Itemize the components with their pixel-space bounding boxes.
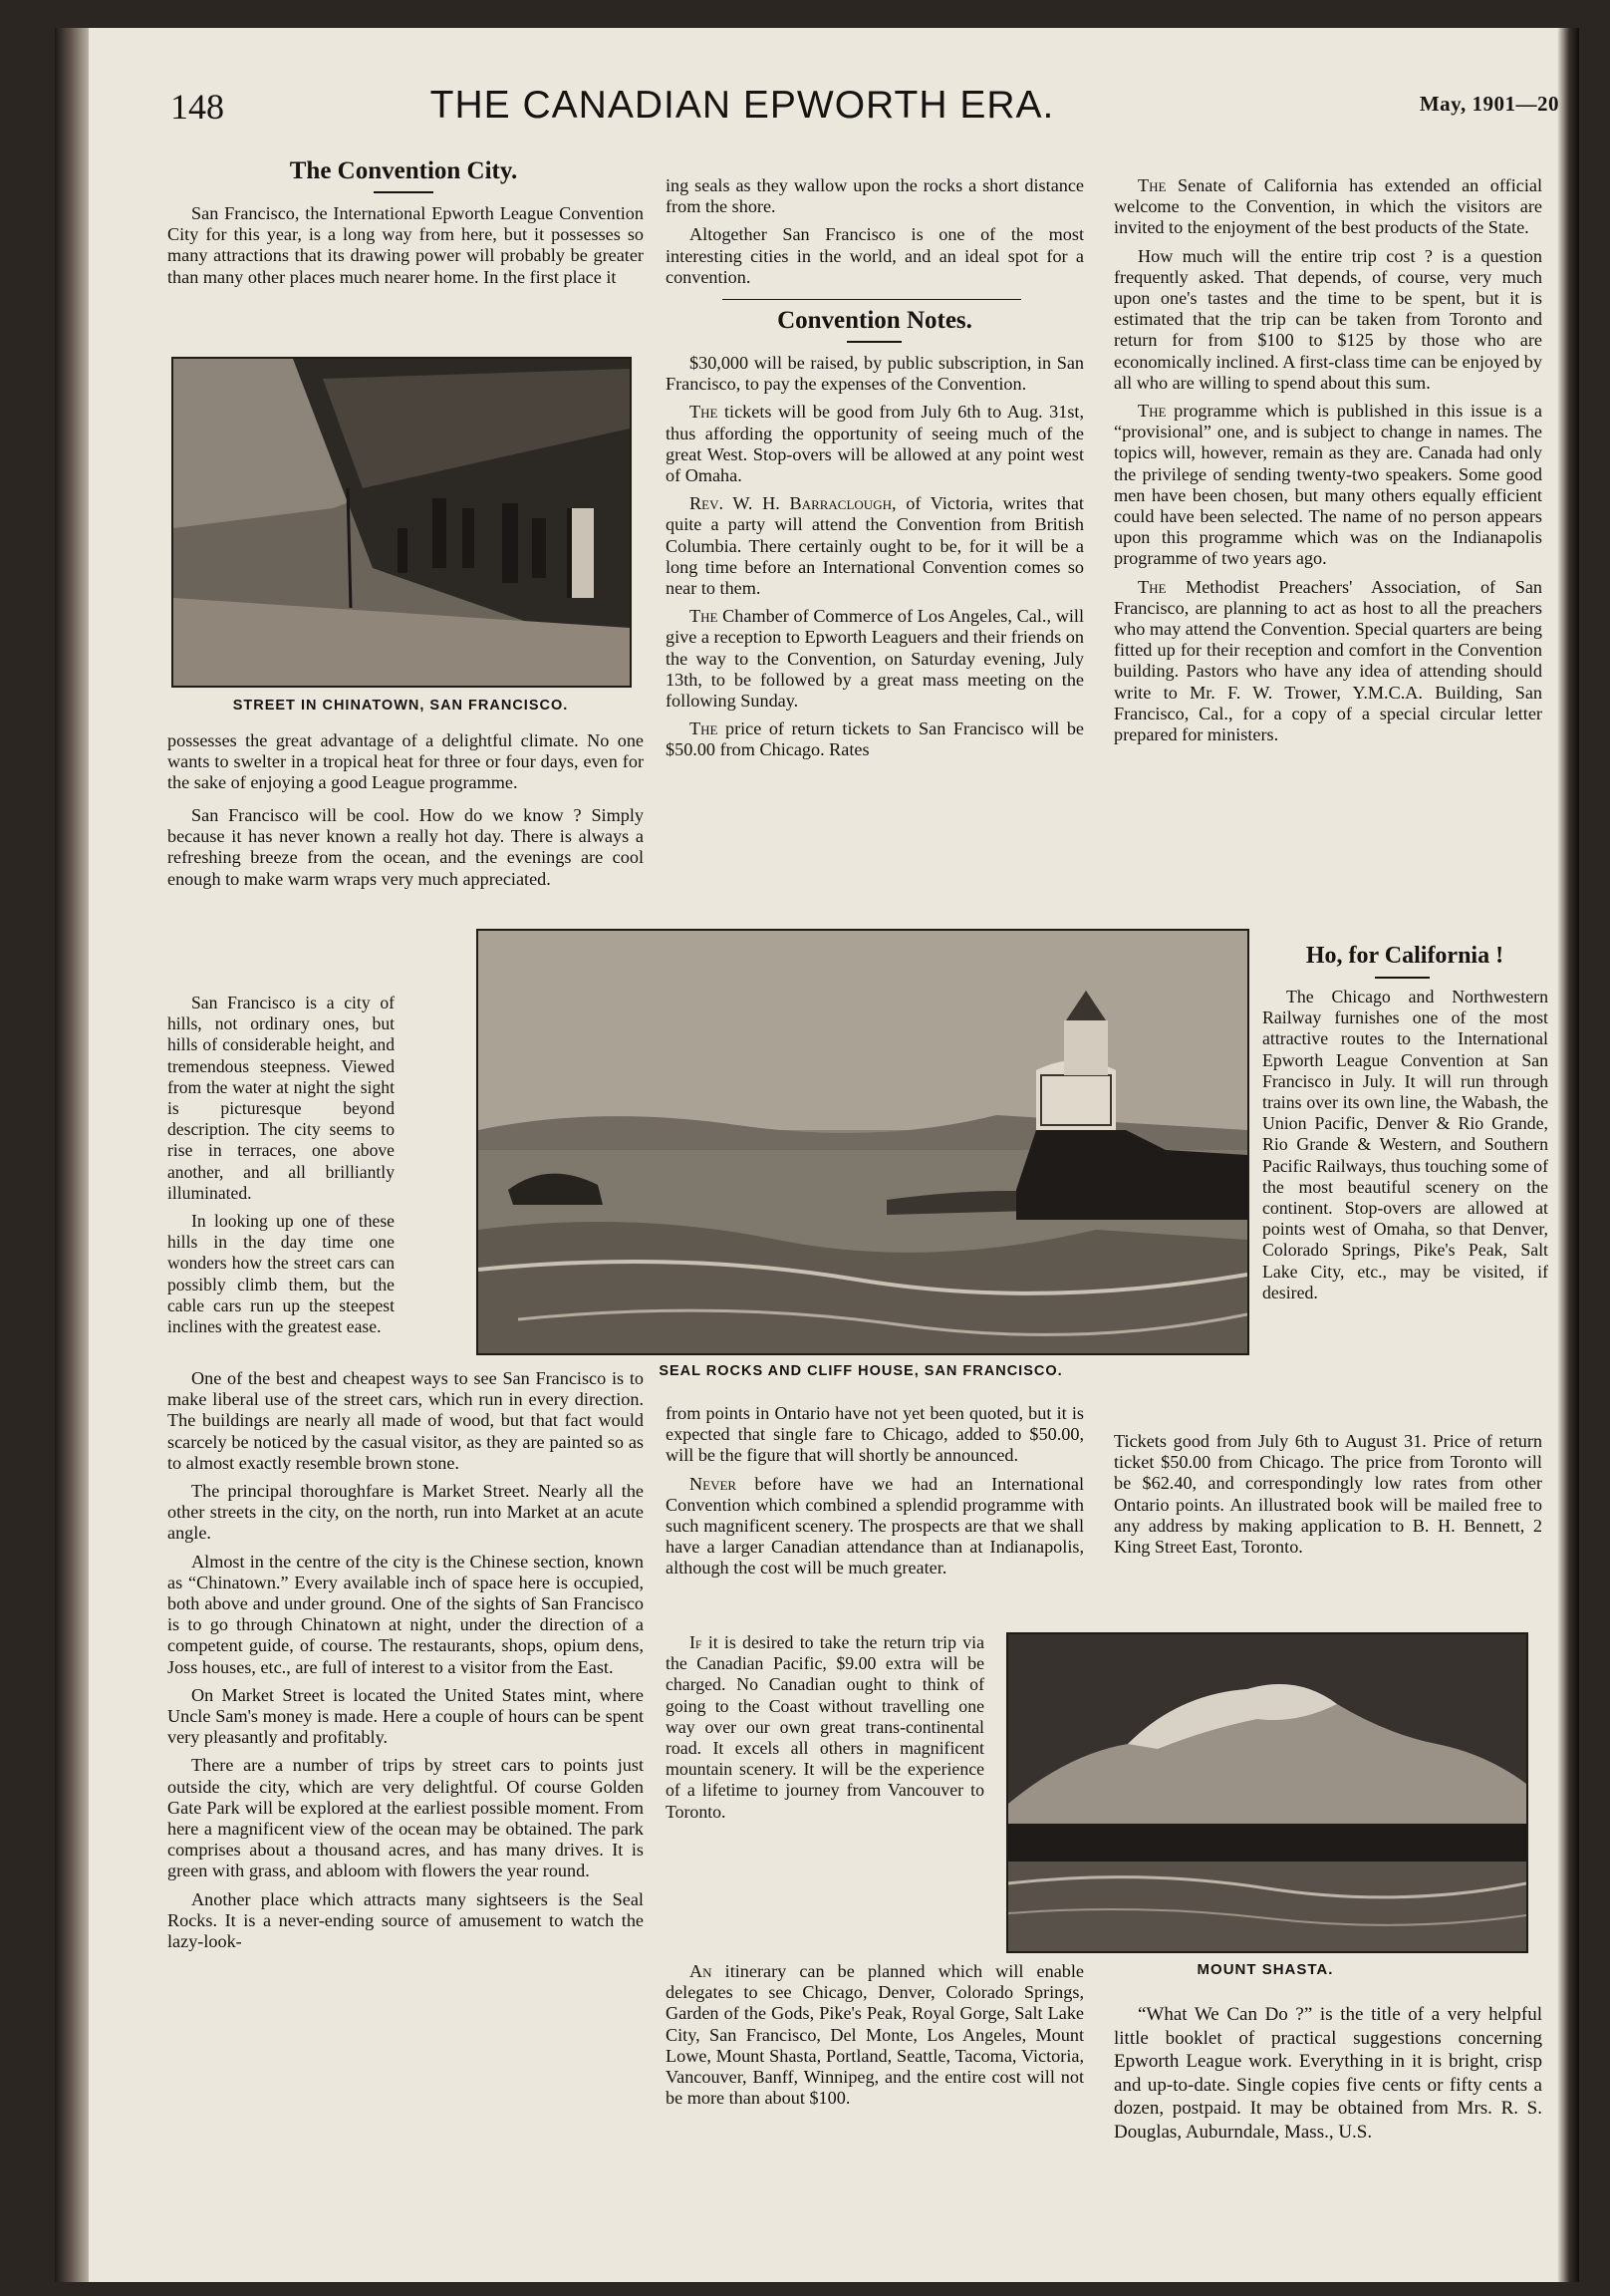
california-heading: Ho, for California !	[1305, 943, 1504, 969]
note	[666, 402, 1084, 486]
note	[666, 718, 1084, 760]
note: How much will the entire trip cost ? is a question frequently asked. That depends, of course, very much upon one's tastes and the time to be spent, but it is estimated that the trip can be taken from Toronto and return for from $100 to $125 by those who are economically inclined. A first-class time can be enjoyed by all who are willing to spend about this sum.	[1114, 245, 1542, 393]
paragraph: possesses the great advantage of a delightful climate. No one wants to swelter in a tropical heat for three or four days, even for the sake of enjoying a good League programme.	[167, 730, 644, 793]
seal-rocks-photo	[476, 929, 1249, 1355]
note-lead: If	[689, 1632, 702, 1652]
note-lead: Rev. W. H. Barraclough,	[689, 493, 897, 514]
note-text: tickets will be good from July 6th to Aug. 31st, thus affording the opportunity of seeing much of the great West. Stop-overs will be allowed at any point west of Omaha.	[666, 402, 1084, 486]
note	[666, 1474, 1084, 1579]
right-column-notes	[1114, 175, 1542, 752]
note-lead: The	[1138, 576, 1167, 597]
note-lead: The	[689, 606, 718, 627]
paragraph: There are a number of trips by street cars to points just outside the city, which are very delightful. Of course Golden Gate Park will be explored at the earliest possible moment. From here a magnificent view of the ocean may be obtained. The park comprises about a thousand acres, and has many drives. It is green with grass, and abloom with flowers the year round.	[167, 1755, 644, 1881]
convention-city-heading: The Convention City.	[289, 157, 518, 184]
convention-city-narrow	[167, 993, 395, 1344]
mount-shasta-photo	[1006, 1632, 1528, 1953]
seal-rocks-caption: SEAL ROCKS AND CLIFF HOUSE, SAN FRANCISCO.	[659, 1363, 1063, 1379]
itinerary-note	[666, 1961, 1084, 2116]
note-lead: The	[689, 718, 718, 739]
note: from points in Ontario have not yet been quoted, but it is expected that single fare to Chicago, added to $50.00, will be the figure that will shortly be announced.	[666, 1403, 1084, 1466]
convention-notes-narrow	[666, 1632, 984, 1830]
booklet-notice	[1114, 2003, 1542, 2151]
magazine-page	[55, 28, 1579, 2282]
mount-shasta-caption: MOUNT SHASTA.	[1197, 1961, 1334, 1978]
note	[1114, 401, 1542, 570]
section-rule	[722, 299, 1021, 300]
note	[666, 1961, 1084, 2109]
paragraph: Altogether San Francisco is one of the most interesting cities in the world, and an ideal spot for a convention.	[666, 224, 1084, 287]
note-text: Senate of California has extended an official welcome to the Convention, in which the visitors are invited to the enjoyment of the best products of the State.	[1114, 175, 1542, 238]
california-column	[1262, 987, 1548, 1310]
paragraph: Almost in the centre of the city is the Chinese section, known as “Chinatown.” Every available inch of space here is occupied, both above and under ground. One of the sights of San Francisco is to go through Chinatown at night, under the direction of a competent guide, of course. The restaurants, shops, opium dens, Joss houses, etc., are full of interest to a visitor from the East.	[167, 1551, 644, 1677]
convention-notes-heading: Convention Notes.	[777, 307, 972, 334]
page-edge	[1557, 28, 1579, 2282]
chinatown-photo	[171, 357, 632, 688]
convention-city-body-bottom	[167, 1368, 644, 1959]
paragraph: ing seals as they wallow upon the rocks a short distance from the shore.	[666, 175, 1084, 217]
heading-rule	[374, 191, 433, 193]
note	[1114, 175, 1542, 239]
note-text: before have we had an International Convention which combined a splendid programme with such magnificent scenery. The prospects are that we shall have a larger Canadian attendance than at Indianapolis, although the cost will be much greater.	[666, 1473, 1084, 1578]
issue-date: May, 1901—20	[1419, 92, 1559, 116]
note-text: of Victoria, writes that quite a party will attend the Convention from British Columbia. There certainly ought to be, for it will be a long time before an International Convention comes so near to them.	[666, 493, 1084, 599]
heading-rule	[1375, 977, 1430, 979]
note	[666, 493, 1084, 599]
note-text: price of return tickets to San Francisco will be $50.00 from Chicago. Rates	[666, 718, 1085, 760]
paragraph: “What We Can Do ?” is the title of a very helpful little booklet of practical suggestions concerning Epworth League work. Everything in it is bright, crisp and up-to-date. Single copies five cents or fifty cents a dozen, postpaid. It may be obtained from Mrs. R. S. Douglas, Auburndale, Mass., U.S.	[1114, 2004, 1542, 2143]
note: $30,000 will be raised, by public subscription, in San Francisco, to pay the expenses of the Convention.	[666, 353, 1084, 395]
note	[1114, 577, 1542, 746]
convention-city-body-top	[167, 730, 644, 801]
note-text: programme which is published in this issue is a “provisional” one, and is subject to change in names. The topics will, however, remain as they are. Canada had only the privilege of sending twenty-two speakers. Some good men have been chosen, but many others equally efficient could have been selected. The name of no person appears upon this programme which was on the Indianapolis programme of two years ago.	[1114, 401, 1543, 569]
paragraph: In looking up one of these hills in the day time one wonders how the street cars can possibly climb them, but the cable cars run up the steepest inclines with the greatest ease.	[167, 1211, 395, 1337]
convention-city-intro	[167, 203, 644, 295]
paragraph: Another place which attracts many sightseers is the Seal Rocks. It is a never-ending source of amusement to watch the lazy-look-	[167, 1888, 644, 1952]
paragraph: The Chicago and Northwestern Railway furnishes one of the most attractive routes to the International Epworth League Convention at San Francisco in July. It will run through trains over its own line, the Wabash, the Union Pacific, Denver & Rio Grande, Rio Grande & Western, and Southern Pacific Railways, thus touching some of the most beautiful scenery on the continent. Stop-overs are allowed at points west of Omaha, so that Denver, Colorado Springs, Pike's Peak, Salt Lake City, etc., may be visited, if desired.	[1262, 987, 1548, 1302]
note-lead: The	[689, 402, 718, 423]
california-continued	[1114, 1431, 1542, 1565]
paragraph: San Francisco will be cool. How do we know ? Simply because it has never known a really hot day. There is always a refreshing breeze from the ocean, and the evenings are cool enough to make warm wraps very much appreciated.	[167, 805, 644, 889]
paragraph: One of the best and cheapest ways to see San Francisco is to make liberal use of the street cars, which run in every direction. The buildings are nearly all made of wood, but that fact would scarcely be noticed by the casual visitor, as they are painted so as to almost exactly resemble brown stone.	[167, 1368, 644, 1473]
heading-rule	[847, 341, 902, 343]
convention-city-p2	[167, 805, 644, 897]
chinatown-caption: STREET IN CHINATOWN, SAN FRANCISCO.	[232, 698, 569, 714]
convention-city-continued	[666, 175, 1084, 295]
note-lead: The	[1138, 401, 1167, 422]
note	[666, 1632, 984, 1823]
note-lead: An	[689, 1961, 712, 1981]
convention-notes-continued	[666, 1403, 1084, 1586]
note-text: itinerary can be planned which will enable delegates to see Chicago, Denver, Colorado Springs, Garden of the Gods, Pike's Peak, Royal Gorge, Salt Lake City, San Francisco, Del Monte, Los Angeles, Mount Lowe, Mount Shasta, Portland, Seattle, Tacoma, Victoria, Vancouver, Banff, Winnipeg, and the entire cost will not be more than about $100.	[666, 1961, 1084, 2109]
page-number: 148	[170, 87, 224, 127]
note-text: Chamber of Commerce of Los Angeles, Cal., will give a reception to Epworth Leaguers and their friends on the way to the Convention, on Saturday evening, July 13th, to be followed by a great mass meeting on the following Sunday.	[666, 606, 1085, 712]
note-text: it is desired to take the return trip via the Canadian Pacific, $9.00 extra will be charged. No Canadian ought to think of going to the Coast without travelling one way over our own great trans-continental road. It excels all others in magnificent mountain scenery. It will be the experience of a lifetime to journey from Vancouver to Toronto.	[666, 1632, 984, 1822]
paragraph: San Francisco is a city of hills, not ordinary ones, but hills of considerable height, and tremendous steepness. Viewed from the water at night the sight is picturesque beyond description. The city seems to rise in terraces, one above another, and all brilliantly illuminated.	[167, 993, 395, 1203]
binding-fold	[55, 28, 89, 2282]
paragraph: The principal thoroughfare is Market Street. Nearly all the other streets in the city, on the north, run into Market at an acute angle.	[167, 1481, 644, 1544]
note-lead: The	[1138, 175, 1167, 195]
paragraph: San Francisco, the International Epworth League Convention City for this year, is a long way from here, but it possesses so many attractions that its drawing power will probably be greater than many other places much nearer home. In the first place it	[167, 203, 644, 287]
convention-notes-column	[666, 353, 1084, 768]
note-text: Methodist Preachers' Association, of San Francisco, are planning to act as host to all the preachers who may attend the Convention. Special quarters are being fitted up for their reception and comfort in the Convention building. Pastors who have any idea of attending should write to Mr. F. W. Trower, Y.M.C.A. Building, San Francisco, Cal., for a copy of a special circular letter prepared for ministers.	[1114, 576, 1542, 745]
note-lead: Never	[689, 1473, 737, 1494]
magazine-title: THE CANADIAN EPWORTH ERA.	[429, 84, 1055, 127]
note	[666, 606, 1084, 712]
paragraph: Tickets good from July 6th to August 31. Price of return ticket $50.00 from Chicago. The price from Toronto will be $62.40, and correspondingly low rates from other Ontario points. An illustrated book will be mailed free to any address by making application to B. H. Bennett, 2 King Street East, Toronto.	[1114, 1431, 1542, 1558]
paragraph: On Market Street is located the United States mint, where Uncle Sam's money is made. Here a couple of hours can be spent very pleasantly and profitably.	[167, 1684, 644, 1748]
